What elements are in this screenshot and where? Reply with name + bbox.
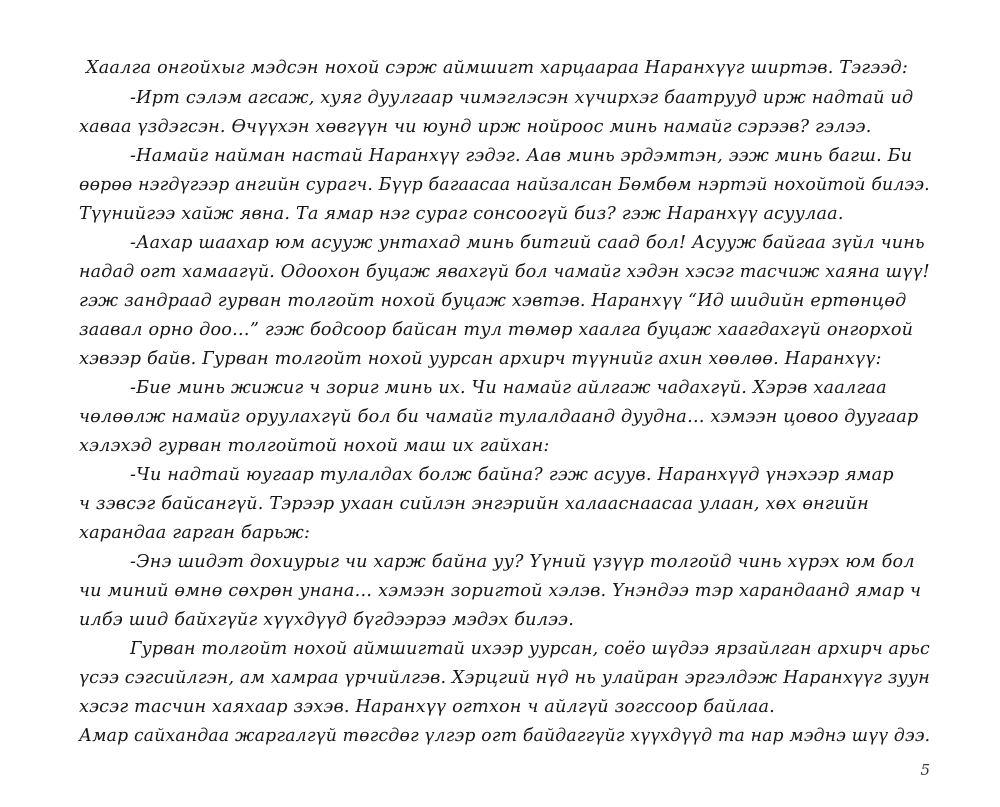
text-line-8: надад огт хамаагүй. Одоохон буцаж явахгүй бол чамайг хэдэн хэсэг тасчиж хаяна шүү! (79, 262, 930, 282)
text-line-21: Гурван толгойт нохой аймшигтай ихээр уурсан, соёо шүдээ ярзайлган архирч арьс (130, 639, 930, 659)
text-line-11: хэвээр байв. Гурван толгойт нохой уурсан архирч түүнийг ахин хөөлөө. Наранхүү: (79, 349, 882, 369)
text-line-14: хэлэхэд гурван толгойтой нохой маш их гайхан: (79, 436, 550, 456)
text-line-3: хаваа үздэгсэн. Өчүүхэн хөвгүүн чи юунд ирж нойроос минь намайг сэрээв? гэлээ. (79, 117, 872, 137)
text-line-22: үсээ сэгсийлгэн, ам хамраа үрчийлгэв. Хэрцгий нүд нь улайран эргэлдэж Наранхүүг зуун (79, 668, 930, 688)
text-line-13: чөлөөлж намайг оруулахгүй бол би чамайг тулалдаанд дуудна… хэмээн цовоо дуугаар (79, 407, 919, 427)
text-line-6: Түүнийгээ хайж явна. Та ямар нэг сураг сонсоогүй биз? гэж Наранхүү асуулаа. (79, 204, 844, 224)
text-line-18: -Энэ шидэт дохиурыг чи харж байна уу? Үүний үзүүр толгойд чинь хүрэх юм бол (130, 552, 915, 572)
text-line-7: -Аахар шаахар юм асууж унтахад минь битгий саад бол! Асууж байгаа зүйл чинь (130, 233, 925, 253)
page-number: 5 (920, 761, 930, 779)
text-line-15: -Чи надтай юугаар тулалдах болж байна? гэж асуув. Наранхүүд үнэхээр ямар (130, 465, 894, 485)
text-line-20: илбэ шид байхгүйг хүүхдүүд бүгдээрээ мэдэх билээ. (79, 610, 575, 630)
text-line-19: чи миний өмнө сөхрөн унана… хэмээн зоригтой хэлэв. Үнэндээ тэр харандаанд ямар ч (79, 581, 922, 601)
text-line-9: гэж зандраад гурван толгойт нохой буцаж хэвтэв. Наранхүү “Ид шидийн ертөнцөд (79, 291, 907, 311)
text-line-24: Амар сайхандаа жаргалгүй төгсдөг үлгэр огт байдаггүйг хүүхдүүд та нар мэднэ шүү дээ. (79, 726, 931, 746)
text-line-23: хэсэг тасчин хаяхаар зэхэв. Наранхүү огтхон ч айлгүй зогссоор байлаа. (79, 697, 775, 717)
text-line-5: өөрөө нэгдүгээр ангийн сурагч. Бүүр багаасаа найзалсан Бөмбөм нэртэй нохойтой билээ. (79, 175, 930, 195)
text-line-12: -Бие минь жижиг ч зориг минь их. Чи намайг айлгаж чадахгүй. Хэрэв хаалгаа (130, 378, 887, 398)
text-line-1: Хаалга онгойхыг мэдсэн нохой сэрж аймшигт харцаараа Наранхүүг ширтэв. Тэгээд: (86, 58, 908, 78)
text-line-17: харандаа гарган барьж: (79, 523, 311, 543)
text-line-2: -Ирт сэлэм агсаж, хуяг дуулгаар чимэглэсэн хүчирхэг баатрууд ирж надтай ид (130, 88, 914, 108)
text-line-16: ч зэвсэг байсангүй. Тэрээр ухаан сийлэн энгэрийн халааснаасаа улаан, хөх өнгийн (79, 494, 869, 514)
text-line-4: -Намайг найман настай Наранхүү гэдэг. Аав минь эрдэмтэн, ээж минь багш. Би (130, 146, 913, 166)
text-line-10: заавал орно доо…” гэж бодсоор байсан тул төмөр хаалга буцаж хаагдахгүй онгорхой (79, 320, 914, 340)
